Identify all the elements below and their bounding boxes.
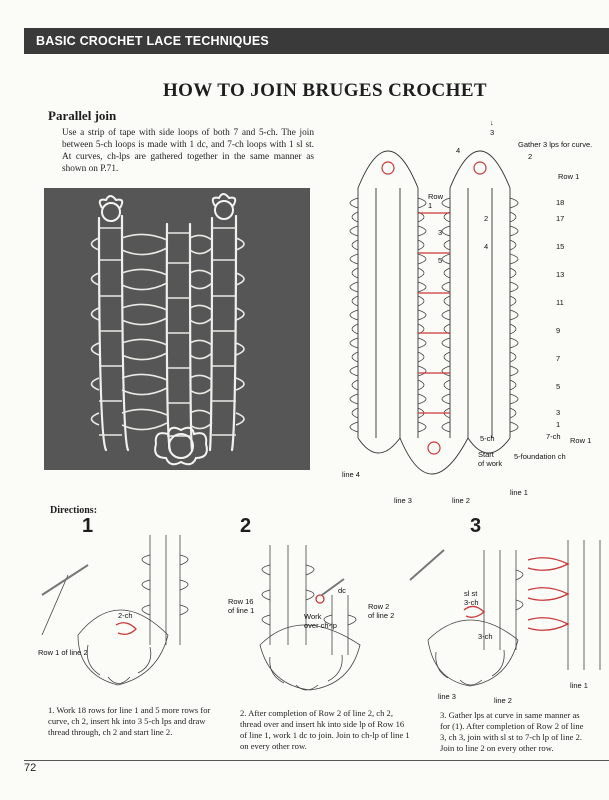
chain-loop [510, 380, 516, 390]
chart-right-number: 15 [556, 242, 565, 251]
chain-loop [350, 254, 358, 264]
intro-paragraph: Use a strip of tape with side loops of both 7 and 5-ch. The join between 5-ch loops is made with 1 dc, and 7-ch loops with 1 sl st. At curves, ch-lps are gathered together in the same manner as shown on P.71. [62, 128, 314, 174]
chain-loop [418, 198, 426, 208]
lace-photo [44, 188, 310, 470]
chain-loop [350, 394, 358, 404]
chart-line3: line 3 [394, 496, 412, 505]
chain-loop [418, 352, 424, 362]
step3-sl-st: sl st 3-ch [464, 589, 479, 607]
chain-loop [350, 198, 358, 208]
step-number: 3 [470, 515, 482, 537]
chart-start-label: Start of work [478, 450, 503, 468]
chain-loop [350, 282, 358, 292]
chart-right-number: 9 [556, 326, 561, 335]
chain-loop [510, 268, 516, 278]
chain-loop [442, 282, 450, 292]
step3-line1: line 1 [570, 681, 588, 690]
chain-loop [418, 226, 426, 236]
chain-loop [418, 338, 426, 348]
page-title: HOW TO JOIN BRUGES CROCHET [163, 80, 487, 101]
chain-loop [510, 394, 518, 404]
chain-loop [442, 422, 450, 432]
chain-loop [418, 254, 426, 264]
chart-label-four: 4 [456, 146, 461, 155]
chain-loop [352, 380, 358, 390]
step2-text: 2. After completion of Row 2 of line 2, ch 2, thread over and insert hk into side lp of Row 16 of line 1, work 1 dc to join. Join to ch-lp of line 1 on every other row. [240, 708, 410, 751]
section-title: BASIC CROCHET LACE TECHNIQUES [36, 34, 269, 48]
chain-loop [418, 380, 424, 390]
chart-line2: line 2 [452, 496, 470, 505]
chart-right-number: 7 [556, 354, 561, 363]
chain-loop [352, 240, 358, 250]
step2-work-over: Work over ch-lp [304, 612, 337, 630]
chart-right-number: 5 [556, 382, 561, 391]
chain-loop [418, 366, 426, 376]
chart-top-arrow: ↓ [490, 118, 494, 127]
chain-loop [350, 310, 358, 320]
step3-drawing [408, 530, 609, 700]
chain-loop [444, 268, 450, 278]
crochet-chart [318, 118, 609, 508]
chain-loop [510, 338, 518, 348]
chain-loop [442, 226, 450, 236]
chain-loop [510, 310, 518, 320]
chain-loop [350, 338, 358, 348]
chain-loop [442, 310, 450, 320]
chain-loop [350, 366, 358, 376]
chain-loop [510, 282, 518, 292]
chain-loop [510, 254, 518, 264]
chart-label-two: 2 [528, 152, 533, 161]
chart-right-number: 1 [556, 420, 561, 429]
chain-loop [352, 408, 358, 418]
lace-photo-drawing [44, 188, 310, 470]
chain-loop [510, 408, 516, 418]
step2-row2: Row 2 of line 2 [368, 602, 395, 620]
step2-dc: dc [338, 586, 346, 595]
chart-row1-mid: Row 1 [428, 192, 444, 210]
chart-line1: line 1 [510, 488, 528, 497]
step-number: 1 [82, 515, 94, 537]
chain-loop [510, 352, 516, 362]
chain-loop [442, 198, 450, 208]
step3-line2: line 2 [494, 696, 512, 705]
chain-loop [418, 240, 424, 250]
chain-loop [510, 324, 516, 334]
chart-row1-right: Row 1 [558, 172, 580, 181]
chart-mid-number: 4 [484, 242, 489, 251]
chain-loop [352, 352, 358, 362]
chart-right-number: 11 [556, 298, 564, 307]
section-header [24, 28, 609, 54]
chart-row1-bottom: Row 1 [570, 436, 592, 445]
chain-loop [418, 282, 426, 292]
step1-row1-line2: Row 1 of line 2 [38, 648, 88, 657]
chart-left-number: 5 [438, 256, 443, 265]
step3-text: 3. Gather lps at curve in same manner as for (1). After completion of Row 2 of line 3, ch 3, join with sl st to 7-ch lp of line 2. Join to line 2 on every other row. [440, 710, 584, 753]
chart-right-number: 17 [556, 214, 565, 223]
chain-loop [510, 226, 518, 236]
chart-right-number: 13 [556, 270, 565, 279]
chart-right-number: 3 [556, 408, 561, 417]
page-number: 72 [24, 762, 37, 774]
chain-loop [418, 394, 426, 404]
chain-loop [510, 422, 518, 432]
step-number: 2 [240, 515, 252, 537]
step1-figure [38, 525, 208, 695]
chain-loop [442, 366, 450, 376]
chain-loop [510, 366, 518, 376]
chain-loop [350, 422, 358, 432]
chain-loop [418, 422, 426, 432]
chain-loop [418, 296, 424, 306]
chain-loop [418, 268, 424, 278]
subtitle: Parallel join [48, 108, 117, 123]
chain-loop [510, 212, 516, 222]
chart-right-number: 18 [556, 198, 565, 207]
footer-rule [24, 760, 609, 761]
chart-mid-number: 2 [484, 214, 489, 223]
step3-figure [408, 530, 609, 700]
chart-top-number: 3 [490, 128, 495, 137]
chain-loop [444, 296, 450, 306]
chart-seven-ch: 7-ch [546, 432, 561, 441]
chain-loop [444, 352, 450, 362]
step1-drawing [38, 525, 208, 695]
directions-label: Directions: [50, 505, 98, 516]
step3-three-ch: 3-ch [478, 632, 493, 641]
chain-loop [442, 254, 450, 264]
chain-loop [352, 268, 358, 278]
chart-left-number: 3 [438, 228, 443, 237]
chain-loop [352, 296, 358, 306]
chain-loop [444, 380, 450, 390]
chain-loop [510, 240, 516, 250]
chart-gather-label: Gather 3 lps for curve. [518, 140, 593, 149]
step1-text: 1. Work 18 rows for line 1 and 5 more rows for curve, ch 2, insert hk into 3 5-ch lps and draw thread through, ch 2 and start line 2. [48, 705, 211, 737]
chain-loop [352, 324, 358, 334]
chain-loop [352, 212, 358, 222]
chain-loop [510, 198, 518, 208]
chain-loop [350, 226, 358, 236]
step1-two-ch: 2-ch [118, 611, 133, 620]
chain-loop [442, 338, 450, 348]
chain-loop [442, 394, 450, 404]
chart-loops [350, 198, 518, 432]
chart-foundation-label: 5-foundation ch [514, 452, 566, 461]
chart-five-ch: 5-ch [480, 434, 495, 443]
step2-row16: Row 16 of line 1 [228, 597, 255, 615]
chain-loop [444, 240, 450, 250]
chart-line4: line 4 [342, 470, 360, 479]
chain-loop [418, 310, 426, 320]
chain-loop [510, 296, 516, 306]
step3-line3: line 3 [438, 692, 456, 701]
